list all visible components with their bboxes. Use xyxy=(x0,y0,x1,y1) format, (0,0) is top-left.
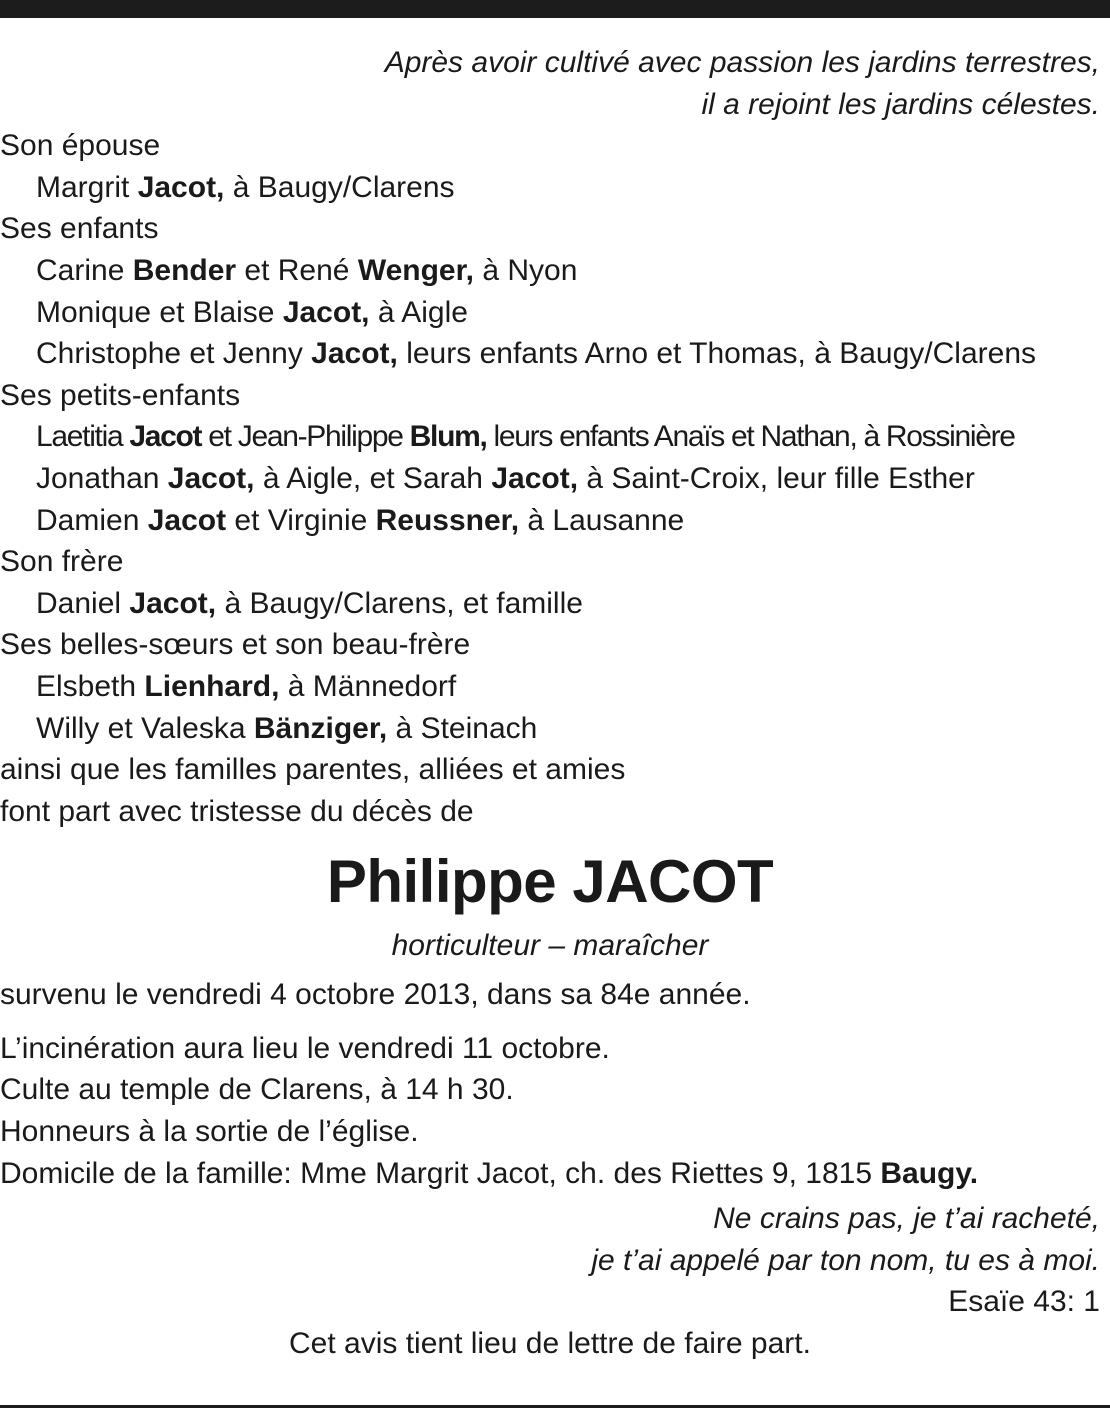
grandchildren-heading: Ses petits-enfants xyxy=(0,378,241,412)
family-name: Jacot, xyxy=(167,461,255,495)
entry-text: Carine xyxy=(36,253,133,287)
entry-text: Damien xyxy=(36,503,148,537)
brother-entry xyxy=(0,583,1100,625)
family-name: Jacot, xyxy=(137,170,225,204)
grandchild-entry xyxy=(0,458,1100,500)
epigraph-line-1: Après avoir cultivé avec passion les jardins terrestres, xyxy=(384,46,1100,79)
entry-text: leurs enfants Anaïs et Nathan, à Rossinière xyxy=(486,420,1015,454)
closing-line-1: ainsi que les familles parentes, alliées et amies xyxy=(0,753,626,787)
ceremony-line: Culte au temple de Clarens, à 14 h 30. xyxy=(0,1073,514,1107)
brother-heading: Son frère xyxy=(0,545,124,579)
child-entry xyxy=(0,333,1100,375)
family-name: Jacot xyxy=(129,420,202,454)
family-name: Jacot, xyxy=(129,586,217,620)
scripture-line-1: Ne crains pas, je t’ai racheté, xyxy=(713,1202,1100,1236)
spouse-entry xyxy=(0,167,1100,209)
entry-text: Elsbeth xyxy=(36,669,145,703)
entry-text: Willy et Valeska xyxy=(36,711,254,745)
family-name: Jacot, xyxy=(282,295,370,329)
entry-text: et Virginie xyxy=(226,503,376,537)
family-name: Bender xyxy=(132,253,237,287)
ceremony-line: L’incinération aura lieu le vendredi 11 octobre. xyxy=(0,1031,610,1065)
bottom-border-rule xyxy=(0,1405,1110,1408)
inlaw-entry xyxy=(0,666,1100,708)
spouse-heading: Son épouse xyxy=(0,129,161,163)
entry-text: leurs enfants Arno et Thomas, à Baugy/Clarens xyxy=(397,337,1037,371)
entry-text: Daniel xyxy=(36,586,130,620)
child-entry xyxy=(0,292,1100,334)
grandchild-entry xyxy=(0,416,1100,458)
entry-text: à Aigle xyxy=(369,295,468,329)
obituary-notice xyxy=(0,42,1100,1365)
entry-text: Jonathan xyxy=(36,461,168,495)
entry-text: à Saint-Croix, leur fille Esther xyxy=(578,461,975,495)
grandchild-entry xyxy=(0,500,1100,542)
family-name: Jacot, xyxy=(311,337,398,371)
entry-text: à Nyon xyxy=(473,253,578,287)
family-name: Baugy. xyxy=(880,1156,979,1190)
entry-text: Domicile de la famille: Mme Margrit Jacot, ch. des Riettes 9, 1815 xyxy=(0,1156,881,1190)
entry-text: Christophe et Jenny xyxy=(36,337,312,371)
family-name: Blum, xyxy=(409,420,487,454)
entry-text: Monique et Blaise xyxy=(36,295,283,329)
entry-text: Margrit xyxy=(36,170,138,204)
entry-text: à Lausanne xyxy=(519,503,685,537)
ceremony-line: Honneurs à la sortie de l’église. xyxy=(0,1115,419,1149)
deceased-occupation: horticulteur – maraîcher xyxy=(391,929,709,963)
entry-text: Laetitia xyxy=(36,420,130,454)
epigraph-line-2: il a rejoint les jardins célestes. xyxy=(701,87,1100,121)
closing-line-2: font part avec tristesse du décès de xyxy=(0,794,474,828)
family-name: Reussner, xyxy=(375,503,520,537)
scripture-reference: Esaïe 43: 1 xyxy=(948,1285,1100,1319)
family-name: Jacot xyxy=(147,503,227,537)
family-domicile xyxy=(0,1153,1100,1195)
scripture-line-2: je t’ai appelé par ton nom, tu es à moi. xyxy=(591,1243,1100,1277)
child-entry xyxy=(0,250,1100,292)
footer-note: Cet avis tient lieu de lettre de faire part. xyxy=(289,1327,811,1361)
entry-text: à Steinach xyxy=(387,711,538,745)
family-name: Jacot, xyxy=(491,461,579,495)
entry-text: à Baugy/Clarens xyxy=(224,170,455,204)
entry-text: à Baugy/Clarens, et famille xyxy=(216,586,583,620)
inlaws-heading: Ses belles-sœurs et son beau-frère xyxy=(0,628,471,662)
death-announcement: survenu le vendredi 4 octobre 2013, dans sa 84e année. xyxy=(0,978,751,1012)
entry-text: et René xyxy=(236,253,358,287)
entry-text: à Aigle, et Sarah xyxy=(254,461,492,495)
deceased-name: Philippe JACOT xyxy=(326,848,774,916)
top-border-bar xyxy=(0,0,1110,18)
family-name: Lienhard, xyxy=(144,669,280,703)
entry-text: et Jean-Philippe xyxy=(201,420,410,454)
children-heading: Ses enfants xyxy=(0,212,159,246)
family-name: Wenger, xyxy=(357,253,474,287)
inlaw-entry xyxy=(0,708,1100,750)
entry-text: à Männedorf xyxy=(279,669,457,703)
family-name: Bänziger, xyxy=(253,711,388,745)
